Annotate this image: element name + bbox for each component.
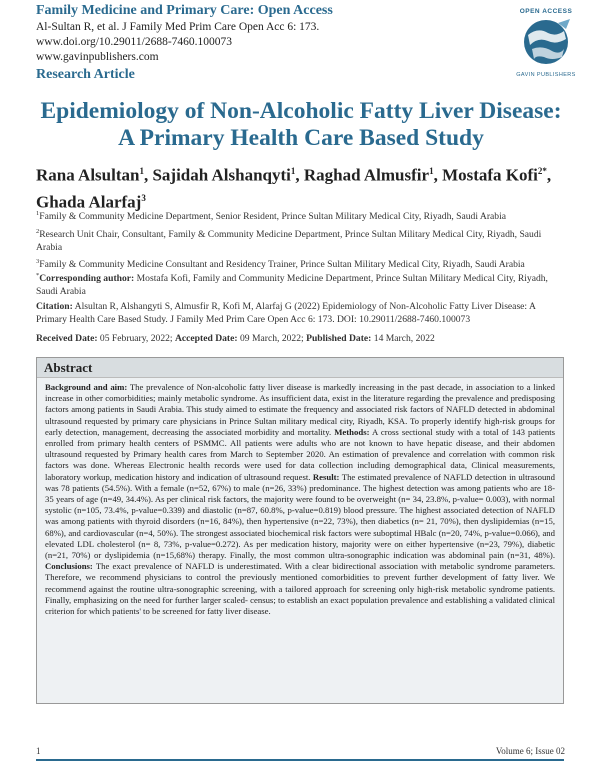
citation-text: Alsultan R, Alshangyti S, Almusfir R, Kofi M, Alarfaj G (2022) Epidemiology of Non-Alcoholic Fatty Liver Disease: A Primary Health Care Based Study. J Family Med Prim Care Open Acc 6: 173. DOI: 10.29011/2688-7460.100073 bbox=[36, 301, 536, 325]
affiliation-text: Family & Community Medicine Consultant and Residency Trainer, Prince Sultan Military Medical City, Riyadh, Saudi Arabia bbox=[39, 259, 525, 271]
footer-divider bbox=[36, 759, 564, 761]
citation-block bbox=[36, 301, 566, 326]
methods-label: Methods: bbox=[334, 426, 370, 437]
page-header bbox=[36, 2, 476, 84]
website-link[interactable]: www.gavinpublishers.com bbox=[36, 51, 159, 63]
page-number: 1 bbox=[36, 746, 41, 756]
result-text: The estimated prevalence of NAFLD detection in ultrasound was 78 patients (54.5%). With a female (n=52, 67%) to male (n=26, 33%) predominance. The highest detection was among patients who are 18-35 years of age (n=49, 34.4%). As per clinical risk factors, the majority were found to be overweight (n= 34, 23.8%, p-value= 0.003), with normal systolic (n=105, 73.4%, p-value=0.339) and diastolic (n=87, 60.8%, p-value=0.819) blood pressure. The highest associated detection of NAFLD was among patients with thyroid disorders (n=16, 84%), then hypertensive (n=22, 73%), then diabetics (n= 21, 70%), then dyslipidemias (n=15, 68%), and cardiovascular (n=4, 50%). The strongest associated biochemical risk factors were suboptimal HBalc (n=20, 74%, p-value=0.066), and elevated LDL cholesterol (n= 8, 73%, p-value=0.272). As per medication history, majority were on either hypertensive (n=23, 79%), diabetic (n=21, 70%) or dyslipidemia (n=15,68%) therapy. Finally, the most common ultra-sonographic indication was abdominal pain (n=31, 48%). bbox=[45, 471, 555, 561]
affiliation-sup: 1 bbox=[36, 210, 40, 217]
accepted-date: 09 March, 2022; bbox=[237, 333, 307, 344]
author-name: Rana Alsultan bbox=[36, 165, 140, 185]
received-date: 05 February, 2022; bbox=[97, 333, 175, 344]
abstract-heading: Abstract bbox=[37, 358, 563, 378]
affiliation-2 bbox=[36, 226, 566, 254]
conclusions-text: The exact prevalence of NAFLD is underestimated. With a clear bidirectional association with metabolic syndrome parameters. Therefore, we recommend physicians to control the previously mentioned comorbidities to prevent further development of fatty liver. We recommend against the routine ultra-sonographic screening, with a tailored approach for screening only high-risk metabolic syndrome patients. Finally, emphasizing on the need for further larger scaled- census; to establish an exact population prevalence and establishing a validated clinical criterion for which patients' to be screened for fatty liver disease. bbox=[45, 561, 555, 617]
background-label: Background and aim: bbox=[45, 382, 128, 392]
article-type: Research Article bbox=[36, 67, 135, 82]
citation-short: Al-Sultan R, et al. J Family Med Prim Care Open Acc 6: 173. bbox=[36, 21, 320, 33]
affiliation-sup: 3 bbox=[36, 258, 40, 265]
author-name: Ghada Alarfaj bbox=[36, 192, 142, 212]
logo-bottom-text: GAVIN PUBLISHERS bbox=[516, 72, 576, 78]
affiliation-1 bbox=[36, 208, 566, 224]
author-sup: 1 bbox=[290, 166, 296, 176]
abstract-box bbox=[36, 357, 564, 704]
doi-link[interactable]: www.doi.org/10.29011/2688-7460.100073 bbox=[36, 36, 233, 48]
author-sup: 3 bbox=[141, 192, 146, 203]
published-date: 14 March, 2022 bbox=[371, 333, 435, 344]
logo-top-text: OPEN ACCESS bbox=[519, 8, 573, 15]
affiliation-sup: 2 bbox=[36, 228, 40, 235]
volume-issue: Volume 6; Issue 02 bbox=[495, 746, 565, 756]
affiliation-text: Research Unit Chair, Consultant, Family & Community Medicine Department, Prince Sultan Military Medical City, Riyadh, Saudi Arabia bbox=[36, 229, 542, 253]
article-title: Epidemiology of Non-Alcoholic Fatty Liver Disease: A Primary Health Care Based Study bbox=[40, 98, 562, 151]
journal-name: Family Medicine and Primary Care: Open Access bbox=[36, 3, 333, 18]
author-list: Rana Alsultan$^1$, Sajidah Alshanqyti$^1$, Raghad Almusfir$^1$, Mostafa Kofi$^{2*}$, Ghada Alarfaj$^3$ bbox=[36, 165, 552, 212]
result-label: Result: bbox=[312, 471, 340, 482]
article-dates bbox=[36, 333, 566, 346]
published-label: Published Date: bbox=[306, 333, 372, 344]
background-text: The prevalence of Non-alcoholic fatty liver disease is markedly increasing in the past decade, in association to a linked increase in other comorbidities; mainly metabolic syndrome. As insufficient data, exist in the literature regarding the prevalence and predisposing factors among patients in Saudi Arabia. This study aimed to estimate the frequency and associated risk factors of NAFLD detected in abdominal ultrasound requested by primary care physicians in Prince Sultan military medical city, Riyadh, KSA. To properly identify high-risk groups for early detection, management, decreasing the associated morbidity and mortality. bbox=[45, 382, 555, 437]
received-label: Received Date: bbox=[36, 333, 98, 344]
author-name: Raghad Almusfir bbox=[303, 165, 430, 185]
author-sup: 1 bbox=[139, 166, 144, 176]
affiliation-text: Family & Community Medicine Department, Senior Resident, Prince Sultan Military Medical City, Riyadh, Saudi Arabia bbox=[39, 211, 506, 223]
methods-text: A cross sectional study with a total of 143 patients enrolled from primary health centers of PSMMC. All patients were adults who are not known to have hepatic disease, and their abdomen ultrasound requested by Primary health cares from March to September 2020. An estimation of prevalence and correlation with common risk factors was done. Whereas Electronic health records were used for data collection including demographical data, Clinical measurements, laboratory workup, medication history and indication of ultrasound request. bbox=[45, 426, 556, 482]
author-sup: 1 bbox=[429, 166, 434, 176]
citation-label: Citation: bbox=[36, 301, 73, 312]
abstract-body bbox=[37, 378, 563, 617]
corresponding-label: Corresponding author: bbox=[39, 273, 135, 285]
corresponding-author bbox=[36, 270, 566, 298]
author-name: Mostafa Kofi bbox=[442, 165, 538, 185]
accepted-label: Accepted Date: bbox=[174, 333, 238, 344]
author-name: Sajidah Alshanqyti bbox=[152, 165, 291, 185]
conclusions-label: Conclusions: bbox=[45, 561, 93, 572]
corresponding-text: Mostafa Kofi, Family and Community Medicine Department, Prince Sultan Military Medical City, Riyadh, Saudi Arabia bbox=[36, 273, 548, 297]
corresponding-sup: * bbox=[36, 272, 40, 279]
author-sup: 2* bbox=[537, 166, 547, 176]
globe-logo-icon bbox=[508, 15, 584, 67]
publisher-logo bbox=[508, 8, 584, 78]
